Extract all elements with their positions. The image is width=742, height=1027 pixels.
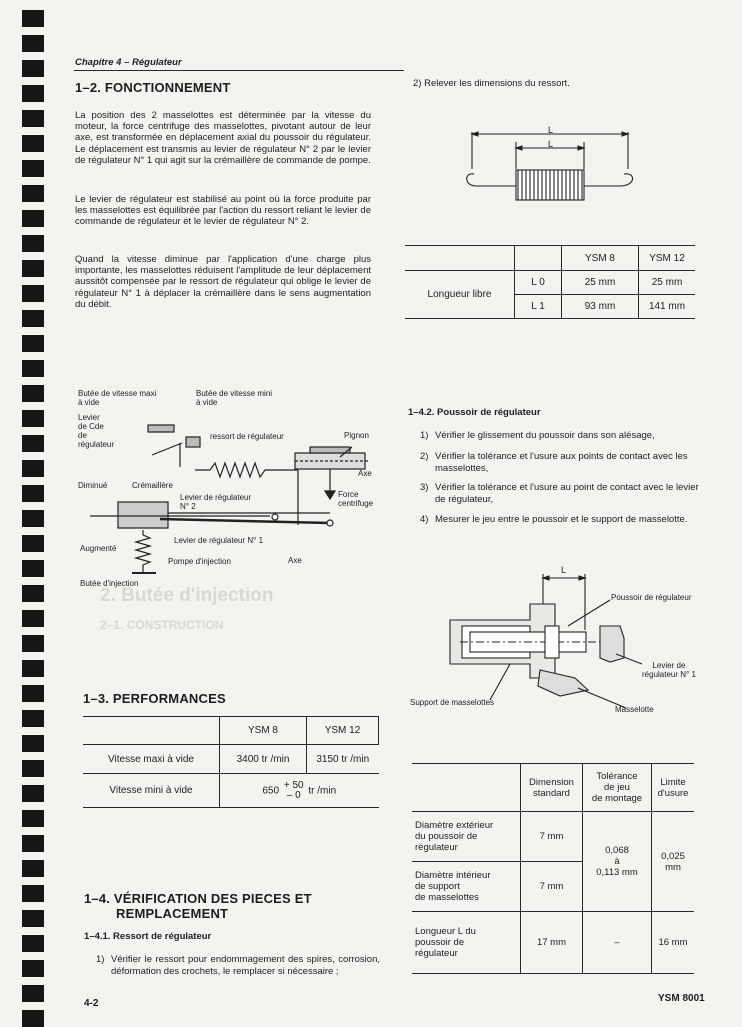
spring-row-l0-ysm8: 25 mm bbox=[562, 271, 639, 295]
label-ressort-regulateur: ressort de régulateur bbox=[210, 432, 284, 441]
binding-hole bbox=[22, 160, 44, 177]
tol-row1-label: Diamètre extérieur du poussoir de régulateur bbox=[412, 812, 521, 862]
binding-hole bbox=[22, 885, 44, 902]
perf-row-min-value bbox=[220, 774, 379, 808]
paragraph-3: Quand la vitesse diminue par l'application d'une charge plus importante, les masselottes réduisent l'amplitude de leur déplacement aussitôt compensée par le ressort de régulateur qui oblige le levier de régulateur N° 1 à déplacer la crémaillère dans le sens augmentation du débit. bbox=[75, 254, 371, 310]
binding-hole bbox=[22, 185, 44, 202]
section-title-verification bbox=[84, 891, 312, 921]
perf-row-max-ysm12: 3150 tr /min bbox=[307, 745, 379, 774]
bleed-through-subtitle: 2–1. CONSTRUCTION bbox=[100, 618, 224, 632]
binding-hole bbox=[22, 435, 44, 452]
binding-hole bbox=[22, 835, 44, 852]
label-diminue: Diminué bbox=[78, 481, 108, 490]
label-axe-levier: Axe bbox=[288, 556, 302, 565]
binding-hole bbox=[22, 985, 44, 1002]
label-augmente: Augmenté bbox=[80, 544, 117, 553]
binding-hole bbox=[22, 710, 44, 727]
binding-hole bbox=[22, 585, 44, 602]
perf-min-tolerance bbox=[284, 781, 304, 801]
binding-hole bbox=[22, 760, 44, 777]
poussoir-item-3-text: Vérifier la tolérance et l'usure au point de contact avec le levier de régulateur, bbox=[435, 482, 699, 505]
binding-hole bbox=[22, 910, 44, 927]
spring-row-code-l0: L 0 bbox=[515, 271, 562, 295]
tol-row3-jeu: – bbox=[583, 912, 652, 974]
label-butee-mini: Butée de vitesse mini à vide bbox=[196, 389, 273, 407]
bleed-through-title: 2. Butée d'injection bbox=[100, 585, 274, 606]
tol-shared-jeu: 0,068 à 0,113 mm bbox=[583, 812, 652, 912]
poussoir-item-1-text: Vérifier le glissement du poussoir dans son alésage, bbox=[435, 430, 655, 441]
label-force-centrifuge: Force centrifuge bbox=[338, 490, 374, 508]
paragraph-1: La position des 2 masselottes est déterminée par la vitesse du moteur, la force centrifuge des masselottes, pivotant autour de leur axe, est transformée en déplacement axial du poussoir du régulateur. Le déplacement est transmis au levier de régulateur N° 2 par le levier de régulateur N° 1 qui agit sur la crémaillère de commande de pompe. bbox=[75, 110, 371, 166]
tol-shared-limite: 0,025 mm bbox=[652, 812, 695, 912]
perf-min-plus: + 50 bbox=[283, 779, 304, 791]
poussoir-dim-L: L bbox=[561, 565, 567, 575]
poussoir-item-3-num: 3) bbox=[420, 482, 429, 493]
binding-hole bbox=[22, 485, 44, 502]
perf-min-minus: – 0 bbox=[286, 789, 301, 801]
binding-hole bbox=[22, 1010, 44, 1027]
poussoir-item-4-text: Mesurer le jeu entre le poussoir et le support de masselotte. bbox=[435, 514, 688, 525]
header-rule bbox=[74, 70, 404, 71]
section-title-fonctionnement: 1–2. FONCTIONNEMENT bbox=[75, 80, 231, 95]
poussoir-item-2-text: Vérifier la tolérance et l'usure aux points de contact avec les masselottes, bbox=[435, 451, 688, 474]
binding-hole bbox=[22, 635, 44, 652]
spring-row-l1-ysm12: 141 mm bbox=[639, 295, 696, 319]
binding-hole bbox=[22, 660, 44, 677]
spiral-binding bbox=[0, 0, 58, 1024]
binding-hole bbox=[22, 110, 44, 127]
binding-hole bbox=[22, 260, 44, 277]
binding-hole bbox=[22, 35, 44, 52]
poussoir-item-1-num: 1) bbox=[420, 430, 429, 441]
tolerance-table bbox=[412, 763, 694, 974]
binding-hole bbox=[22, 560, 44, 577]
tol-row2-std: 7 mm bbox=[521, 862, 583, 912]
spring-dimension-diagram bbox=[460, 124, 640, 204]
binding-hole bbox=[22, 285, 44, 302]
label-levier-cde: Levier de Cde de régulateur bbox=[78, 413, 115, 449]
binding-hole bbox=[22, 10, 44, 27]
binding-hole bbox=[22, 685, 44, 702]
binding-hole bbox=[22, 210, 44, 227]
ressort-item-2: 2) Relever les dimensions du ressort. bbox=[413, 78, 570, 89]
perf-row-max-label: Vitesse maxi à vide bbox=[83, 745, 220, 774]
binding-hole bbox=[22, 785, 44, 802]
binding-hole bbox=[22, 960, 44, 977]
page-number: 4-2 bbox=[84, 998, 99, 1009]
poussoir-item-2-num: 2) bbox=[420, 451, 429, 462]
binding-hole bbox=[22, 460, 44, 477]
label-pignon: Pignon bbox=[344, 431, 369, 440]
spring-row-label: Longueur libre bbox=[405, 271, 515, 319]
poussoir-assembly-diagram bbox=[410, 565, 710, 718]
tol-header-standard: Dimension standard bbox=[521, 764, 583, 812]
binding-hole bbox=[22, 60, 44, 77]
perf-row-max-ysm8: 3400 tr /min bbox=[220, 745, 307, 774]
perf-min-unit: tr /min bbox=[308, 785, 337, 797]
verification-item-1 bbox=[84, 954, 380, 978]
section-title-performances: 1–3. PERFORMANCES bbox=[83, 691, 226, 706]
tol-row3-label: Longueur L du poussoir de régulateur bbox=[412, 912, 521, 974]
binding-hole bbox=[22, 335, 44, 352]
binding-hole bbox=[22, 535, 44, 552]
binding-hole bbox=[22, 310, 44, 327]
poussoir-item-4-num: 4) bbox=[420, 514, 429, 525]
label-levier-n2: Levier de régulateur N° 2 bbox=[180, 493, 252, 511]
binding-hole bbox=[22, 85, 44, 102]
spring-dim-L1: L bbox=[548, 139, 554, 149]
perf-row-min-label: Vitesse mini à vide bbox=[83, 774, 220, 808]
label-cremaillere: Crémaillère bbox=[132, 481, 173, 490]
label-poussoir-regulateur: Poussoir de régulateur bbox=[611, 593, 692, 602]
perf-header-ysm12: YSM 12 bbox=[307, 717, 379, 745]
tol-header-limite: Limite d'usure bbox=[652, 764, 695, 812]
binding-hole bbox=[22, 235, 44, 252]
label-butee-injection: Butée d'injection bbox=[80, 579, 139, 588]
binding-hole bbox=[22, 135, 44, 152]
binding-hole bbox=[22, 510, 44, 527]
spring-row-code-l1: L 1 bbox=[515, 295, 562, 319]
tol-row1-std: 7 mm bbox=[521, 812, 583, 862]
binding-hole bbox=[22, 735, 44, 752]
tol-row3-std: 17 mm bbox=[521, 912, 583, 974]
spring-dim-L: L bbox=[548, 125, 554, 135]
label-pompe-injection: Pompe d'injection bbox=[168, 557, 231, 566]
label-levier-n1-diagram: Levier de régulateur N° 1 bbox=[642, 661, 696, 679]
binding-hole bbox=[22, 860, 44, 877]
binding-hole bbox=[22, 360, 44, 377]
tol-header-jeu: Tolérance de jeu de montage bbox=[583, 764, 652, 812]
label-butee-maxi: Butée de vitesse maxi à vide bbox=[78, 389, 157, 407]
tol-row3-limite: 16 mm bbox=[652, 912, 695, 974]
label-support-masselottes: Support de masselottes bbox=[410, 698, 495, 707]
verification-item-1-text: Vérifier le ressort pour endommagement des spires, corrosion, déformation des crochets, le remplacer si nécessaire ; bbox=[111, 954, 380, 977]
binding-hole bbox=[22, 385, 44, 402]
verification-title-line1: 1–4. VÉRIFICATION DES PIECES ET bbox=[84, 891, 312, 906]
binding-hole bbox=[22, 610, 44, 627]
tol-row2-label: Diamètre intérieur de support de masselottes bbox=[412, 862, 521, 912]
perf-header-ysm8: YSM 8 bbox=[220, 717, 307, 745]
binding-hole bbox=[22, 935, 44, 952]
subsection-ressort: 1–4.1. Ressort de régulateur bbox=[84, 931, 212, 942]
spring-header-ysm8: YSM 8 bbox=[562, 246, 639, 271]
label-levier-n1: Levier de régulateur N° 1 bbox=[174, 536, 264, 545]
label-masselotte: Masselotte bbox=[615, 705, 654, 714]
paragraph-2: Le levier de régulateur est stabilisé au point où la force produite par les masselottes est équilibrée par l'action du ressort reliant le levier de commande de régulateur et le levier de régulateur N° 2. bbox=[75, 194, 371, 228]
spring-row-l0-ysm12: 25 mm bbox=[639, 271, 696, 295]
chapter-header: Chapitre 4 – Régulateur bbox=[75, 57, 182, 68]
binding-hole bbox=[22, 410, 44, 427]
perf-min-base: 650 bbox=[262, 785, 280, 797]
spring-length-table bbox=[405, 245, 695, 319]
performances-table bbox=[83, 716, 379, 808]
spring-row-l1-ysm8: 93 mm bbox=[562, 295, 639, 319]
verification-item-1-num: 1) bbox=[96, 954, 105, 965]
spring-header-ysm12: YSM 12 bbox=[639, 246, 696, 271]
verification-title-line2: REMPLACEMENT bbox=[116, 906, 229, 921]
subsection-poussoir: 1–4.2. Poussoir de régulateur bbox=[408, 407, 541, 418]
document-code: YSM 8001 bbox=[658, 993, 705, 1004]
binding-hole bbox=[22, 810, 44, 827]
label-axe-pignon: Axe bbox=[358, 469, 372, 478]
